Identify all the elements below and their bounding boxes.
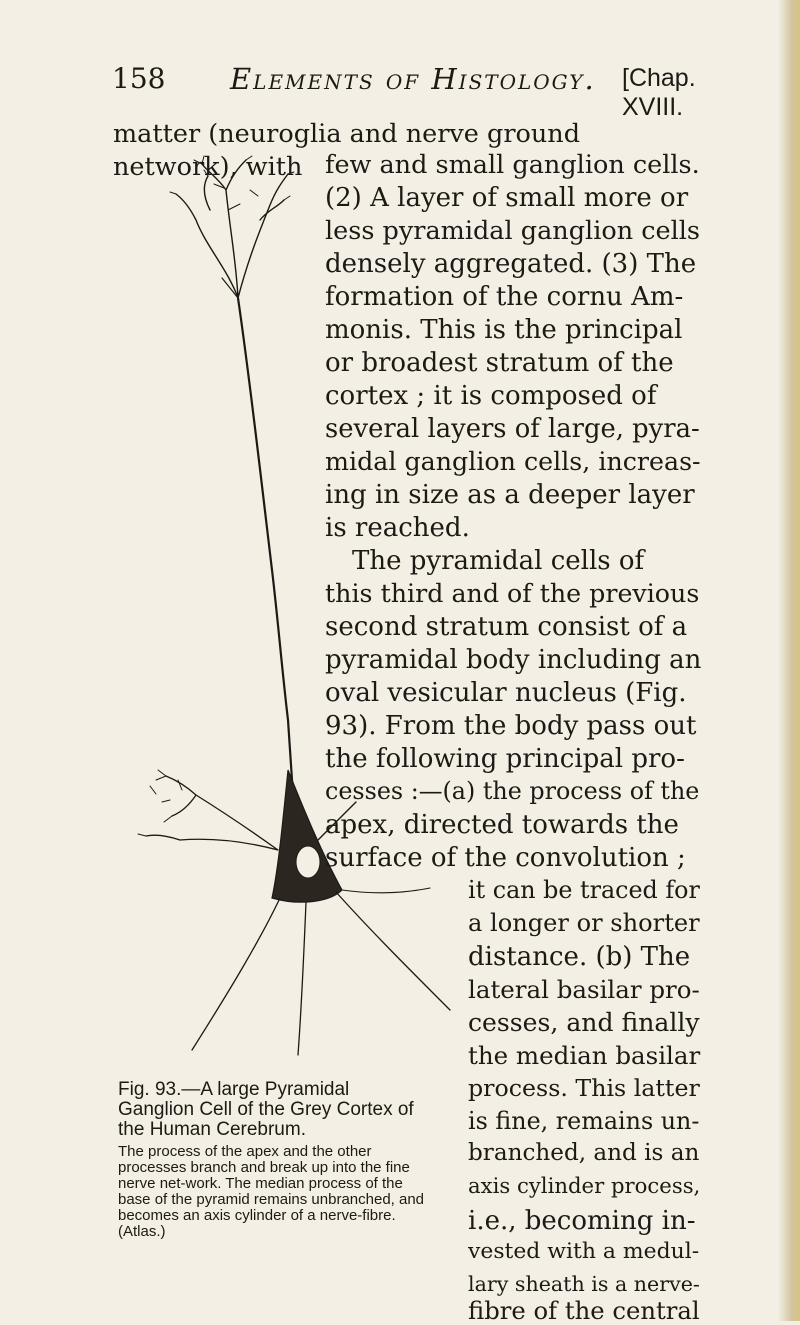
text-line: this third and of the previous: [325, 579, 700, 608]
text-line: The pyramidal cells of: [352, 546, 645, 576]
text-line: second stratum consist of a: [325, 612, 688, 642]
text-line: few and small ganglion cells.: [325, 150, 700, 180]
text-line: less pyramidal ganglion cells: [325, 216, 701, 246]
text-line: process. This latter: [468, 1074, 700, 1102]
median-basilar-process: [298, 902, 306, 1055]
basilar-process-right: [336, 892, 450, 1010]
text-line: cesses :—(a) the process of the: [325, 777, 700, 805]
text-line: distance. (b) The: [468, 942, 691, 972]
text-line: monis. This is the principal: [325, 315, 683, 345]
text-line: axis cylinder process,: [468, 1173, 701, 1198]
text-line: is fine, remains un-: [468, 1107, 700, 1135]
body-first-line: matter (neuroglia and nerve ground network), with: [113, 119, 581, 182]
basilar-process-left: [192, 898, 280, 1050]
text-line: surface of the convolution ;: [325, 843, 686, 873]
text-line: or broadest stratum of the: [325, 348, 674, 378]
running-title: Elements of Histology.: [230, 62, 596, 96]
text-line: branched, and is an: [468, 1140, 700, 1166]
text-line: lary sheath is a nerve-: [468, 1272, 700, 1296]
caption-body: The process of the apex and the other processes branch and break up into the fine nerve net-work. The median process of the base of the pyramid remains unbranched, and becomes an axis cylinder of a nerve-fibre. (Atlas.): [118, 1143, 425, 1240]
text-line: fibre of the central: [468, 1296, 700, 1325]
text-line: the following principal pro-: [325, 744, 685, 774]
page-number: 158: [112, 62, 166, 95]
text-line: a longer or shorter: [468, 909, 700, 937]
lateral-branch-left: [146, 776, 278, 850]
text-line: ing in size as a deeper layer: [325, 480, 695, 510]
text-line: lateral basilar pro-: [468, 975, 700, 1004]
text-line: cesses, and finally: [468, 1008, 700, 1037]
apex-branch: [176, 160, 288, 298]
chapter-label: [Chap. XVIII.: [622, 64, 696, 121]
text-line: midal ganglion cells, increas-: [325, 447, 701, 476]
text-line: cortex ; it is composed of: [325, 381, 657, 411]
apex-branch-fine: [170, 156, 294, 210]
text-line: vested with a medul-: [468, 1239, 700, 1264]
caption-title: Fig. 93.—A large Pyramidal Ganglion Cell of the Grey Cortex of the Human Cerebrum.: [118, 1079, 414, 1140]
text-line: pyramidal body including an: [325, 645, 702, 675]
figure-caption: [118, 1080, 428, 1240]
nucleus: [296, 846, 320, 878]
text-line: several layers of large, pyra-: [325, 414, 700, 444]
text-line: apex, directed towards the: [325, 810, 679, 840]
text-line: (2) A layer of small more or: [325, 183, 689, 213]
text-line: oval vesicular nucleus (Fig.: [325, 678, 687, 708]
text-line: is reached.: [325, 513, 470, 543]
apical-process: [238, 298, 294, 810]
page-header: [112, 62, 740, 121]
text-line: the median basilar: [468, 1041, 701, 1070]
text-line: 93). From the body pass out: [325, 711, 697, 741]
text-line: it can be traced for: [468, 876, 700, 904]
text-line: i.e., becoming in-: [468, 1206, 696, 1236]
text-line: densely aggregated. (3) The: [325, 249, 697, 279]
page-edge: [778, 0, 800, 1321]
text-line: formation of the cornu Am-: [325, 282, 684, 312]
